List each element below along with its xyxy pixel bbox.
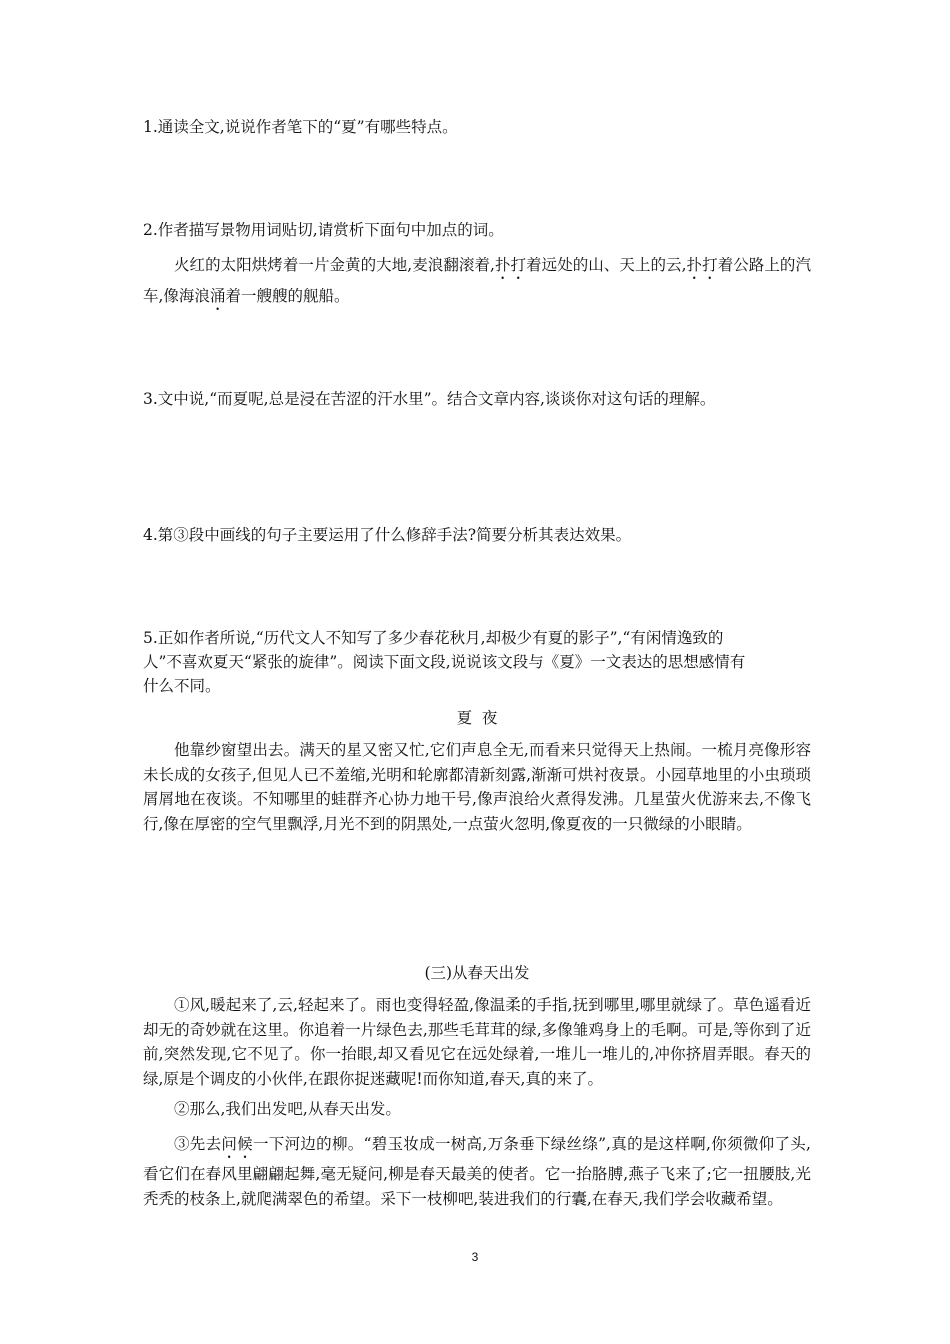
question-1: 1.通读全文,说说作者笔下的“夏”有哪些特点。 — [143, 118, 458, 136]
section-3-paragraph-1: ①风,暖起来了,云,轻起来了。雨也变得轻盈,像温柔的手指,抚到哪里,哪里就绿了。草色遥看近却无的奇妙就在这里。你追着一片绿色去,那些毛茸茸的绿,多像雏鸡身上的毛啊。可是,等你到了近前,突然发现,它不见了。你一抬眼,却又看见它在远处绿着,一堆儿一堆儿的,冲你挤眉弄眼。春天的绿,原是个调皮的小伙伴,在跟你捉迷藏呢!而你知道,春天,真的来了。 — [143, 996, 811, 1088]
section-3-paragraph-2: ②那么,我们出发吧,从春天出发。 — [174, 1100, 401, 1118]
question-5-line-1: 5.正如作者所说,“历代文人不知写了多少春花秋月,却极少有夏的影子”,“有闲情逸致的 — [143, 629, 724, 647]
question-5-line-3: 什么不同。 — [143, 677, 221, 695]
question-2: 2.作者描写景物用词贴切,请赏析下面句中加点的词。 — [143, 221, 504, 239]
dotted-word-1: 扑打 — [494, 256, 527, 274]
question-4: 4.第③段中画线的句子主要运用了什么修辞手法?简要分析其表达效果。 — [143, 526, 632, 544]
dotted-word-2: 扑打 — [686, 256, 718, 274]
question-5-line-2: 人”不喜欢夏天“紧张的旋律”。阅读下面文段,说说该文段与《夏》一文表达的思想感情有 — [143, 653, 746, 671]
dotted-word-4: 问候 — [221, 1135, 253, 1153]
summer-night-title: 夏 夜 — [456, 709, 498, 727]
summer-night-text: 他靠纱窗望出去。满天的星又密又忙,它们声息全无,而看来只觉得天上热闹。一梳月亮像形容未长成的女孩子,但见人已不羞缩,光明和轮廓都清新刻露,渐渐可烘衬夜景。小园草地里的小虫琐琐屑屑地在夜谈。不知哪里的蛙群齐心协力地干号,像声浪给火煮得发沸。几星萤火优游来去,不像飞行,像在厚密的空气里飘浮,月光不到的阴黑处,一点萤火忽明,像夏夜的一只微绿的小眼睛。 — [143, 741, 811, 833]
page-number: 3 — [471, 1250, 479, 1264]
question-3: 3.文中说,“而夏呢,总是浸在苦涩的汗水里”。结合文章内容,谈谈你对这句话的理解。 — [143, 390, 716, 408]
question-2-quote: 火红的太阳烘烤着一片金黄的大地,麦浪翻滚着,扑打着远处的山、天上的云,扑打着公路上的汽车,像海浪涌着一艘艘的舰船。 — [143, 256, 811, 305]
dotted-word-3: 涌 — [209, 287, 226, 305]
section-3-title: (三)从春天出发 — [424, 964, 530, 982]
section-3-paragraph-3: ③先去问候一下河边的柳。“碧玉妆成一树高,万条垂下绿丝绦”,真的是这样啊,你须微仰了头,看它们在春风里翩翩起舞,毫无疑问,柳是春天最美的使者。它一抬胳膊,燕子飞来了;它一扭腰肢,光秃秃的枝条上,就爬满翠色的希望。采下一枝柳吧,装进我们的行囊,在春天,我们学会收藏希望。 — [143, 1135, 811, 1208]
